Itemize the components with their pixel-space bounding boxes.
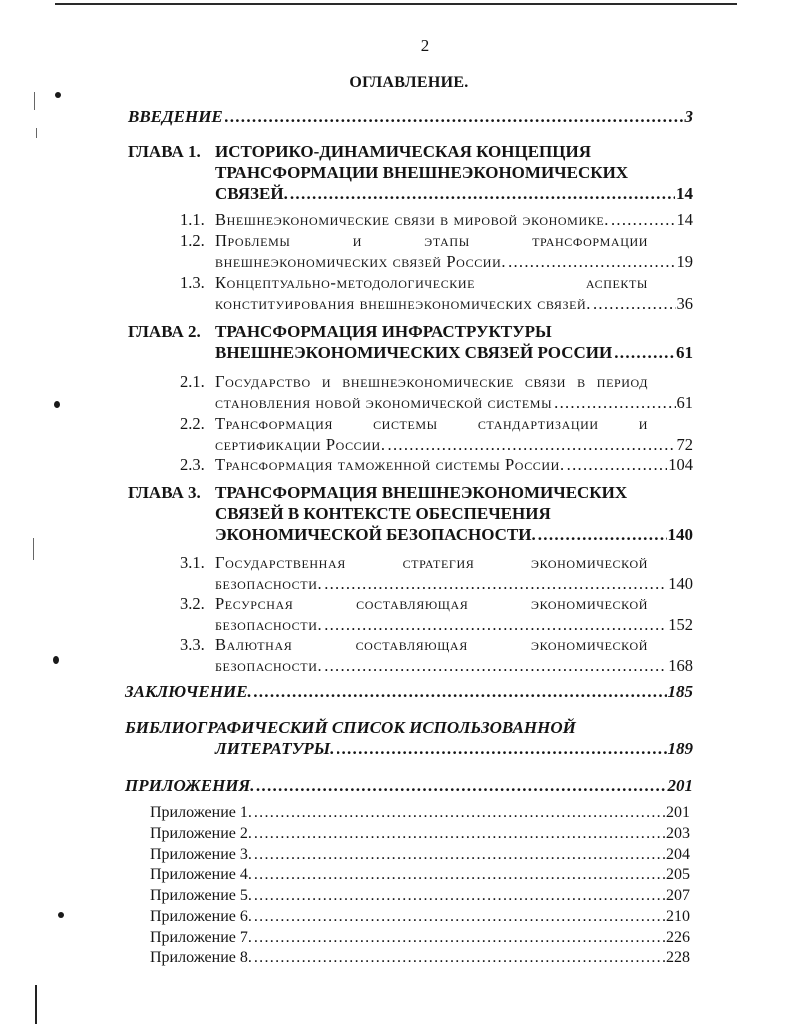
section-title-line: Трансформация таможенной системы России. bbox=[215, 455, 565, 474]
toc-entry-appendices bbox=[125, 775, 693, 796]
appendix-item bbox=[150, 927, 690, 948]
scan-mark bbox=[54, 401, 60, 408]
section-number: 2.1. bbox=[180, 372, 205, 391]
section-title-line: становления новой экономической системы bbox=[215, 393, 553, 412]
page-ref: 226 bbox=[666, 929, 690, 946]
section-title-line: конституирования внешнеэкономических связей. bbox=[215, 294, 591, 313]
appendix-item bbox=[150, 885, 690, 906]
entry-last-line bbox=[215, 738, 693, 759]
leader-dots bbox=[254, 681, 667, 702]
section-title-line: Ресурсная составляющая экономической bbox=[215, 594, 648, 613]
chapter-last-line bbox=[215, 183, 693, 204]
page-ref: 140 bbox=[667, 525, 693, 544]
page-ref: 3 bbox=[684, 107, 693, 126]
chapter-title-line: СВЯЗЕЙ. bbox=[215, 184, 288, 203]
chapter-label: ГЛАВА 3. bbox=[128, 483, 201, 502]
section-last-line bbox=[215, 614, 693, 635]
appendix-item bbox=[150, 906, 690, 927]
appendix-label: Приложение 1. bbox=[150, 804, 252, 821]
section-title-line: Внешнеэкономические связи в мировой экономике. bbox=[215, 210, 609, 229]
section-number: 2.3. bbox=[180, 455, 205, 474]
leader-dots bbox=[254, 864, 665, 885]
page-ref: 152 bbox=[668, 615, 693, 634]
toc-entry-introduction bbox=[128, 106, 693, 127]
section-title-line: внешнеэкономических связей России. bbox=[215, 252, 507, 271]
page-ref: 19 bbox=[676, 252, 693, 271]
section-title-line: Концептуально-методологические аспекты bbox=[215, 273, 648, 292]
section-number: 3.1. bbox=[180, 553, 205, 572]
section-1-2-entry bbox=[180, 230, 693, 272]
scan-mark bbox=[55, 92, 61, 98]
appendix-label: Приложение 5. bbox=[150, 887, 252, 904]
toc-entry-bibliography bbox=[125, 717, 693, 759]
page-number: 2 bbox=[420, 36, 430, 55]
chapter-label: ГЛАВА 1. bbox=[128, 142, 201, 161]
section-last-line bbox=[215, 573, 693, 594]
appendix-item bbox=[150, 823, 690, 844]
page-ref: 204 bbox=[666, 846, 690, 863]
chapter-label: ГЛАВА 2. bbox=[128, 322, 201, 341]
chapter-title-line: ТРАНСФОРМАЦИЯ ИНФРАСТРУКТУРЫ bbox=[215, 322, 552, 341]
chapter-title-line: СВЯЗЕЙ В КОНТЕКСТЕ ОБЕСПЕЧЕНИЯ bbox=[215, 504, 551, 523]
leader-dots bbox=[254, 927, 665, 948]
leader-dots bbox=[324, 573, 667, 594]
leader-dots bbox=[290, 183, 675, 204]
scan-mark bbox=[34, 92, 35, 110]
leader-dots bbox=[254, 802, 665, 823]
chapter-2-entry bbox=[128, 321, 693, 363]
section-number: 3.3. bbox=[180, 635, 205, 654]
scan-mark bbox=[53, 656, 59, 664]
section-number: 2.2. bbox=[180, 414, 205, 433]
section-last-line bbox=[215, 251, 693, 272]
page-ref: 189 bbox=[667, 739, 693, 758]
chapter-title-line: ТРАНСФОРМАЦИИ ВНЕШНЕЭКОНОМИЧЕСКИХ bbox=[215, 163, 629, 182]
page-ref: 61 bbox=[676, 393, 693, 412]
section-3-1-entry bbox=[180, 552, 693, 594]
chapter-title-line: ИСТОРИКО-ДИНАМИЧЕСКАЯ КОНЦЕПЦИЯ bbox=[215, 142, 592, 161]
leader-dots bbox=[554, 392, 675, 413]
leader-dots bbox=[611, 209, 676, 230]
toc-entry-conclusion bbox=[125, 681, 693, 702]
section-1-3-entry bbox=[180, 272, 693, 314]
page-ref: 210 bbox=[666, 908, 690, 925]
section-2-3-entry bbox=[180, 454, 693, 475]
leader-dots bbox=[538, 524, 667, 545]
page-ref: 228 bbox=[666, 949, 690, 966]
section-number: 1.3. bbox=[180, 273, 205, 292]
section-title-line: Проблемы и этапы трансформации bbox=[215, 231, 648, 250]
section-2-1-entry bbox=[180, 371, 693, 413]
page-ref: 201 bbox=[666, 804, 690, 821]
page-ref: 201 bbox=[667, 776, 693, 795]
chapter-title-line: ЭКОНОМИЧЕСКОЙ БЕЗОПАСНОСТИ. bbox=[215, 525, 536, 544]
chapter-3-entry bbox=[128, 482, 693, 545]
section-last-line bbox=[215, 209, 693, 230]
appendix-label: Приложение 4. bbox=[150, 866, 252, 883]
leader-dots bbox=[254, 844, 665, 865]
leader-dots bbox=[254, 947, 665, 968]
section-title-line: Валютная составляющая экономической bbox=[215, 635, 648, 654]
leader-dots bbox=[324, 655, 667, 676]
section-3-3-entry bbox=[180, 634, 693, 676]
section-last-line bbox=[215, 454, 693, 475]
section-last-line bbox=[215, 655, 693, 676]
appendix-item bbox=[150, 802, 690, 823]
page-ref: 205 bbox=[666, 866, 690, 883]
leader-dots bbox=[593, 293, 676, 314]
page-ref: 168 bbox=[668, 656, 693, 675]
page-ref: 185 bbox=[667, 682, 693, 701]
scan-mark bbox=[58, 912, 64, 918]
leader-dots bbox=[614, 342, 675, 363]
section-number: 1.1. bbox=[180, 210, 205, 229]
page-ref: 140 bbox=[668, 574, 693, 593]
leader-dots bbox=[254, 906, 665, 927]
page-ref: 203 bbox=[666, 825, 690, 842]
section-title-line: Государство и внешнеэкономические связи в период bbox=[215, 372, 648, 391]
entry-label: ПРИЛОЖЕНИЯ. bbox=[125, 776, 255, 795]
section-3-2-entry bbox=[180, 593, 693, 635]
appendix-label: Приложение 7. bbox=[150, 929, 252, 946]
scan-mark bbox=[35, 985, 37, 1024]
leader-dots bbox=[254, 885, 665, 906]
entry-label: ВВЕДЕНИЕ bbox=[128, 107, 223, 126]
section-title-line: Трансформация системы стандартизации и bbox=[215, 414, 648, 433]
page-ref: 14 bbox=[676, 210, 693, 229]
section-1-1-entry bbox=[180, 209, 693, 230]
appendix-label: Приложение 6. bbox=[150, 908, 252, 925]
section-number: 1.2. bbox=[180, 231, 205, 250]
appendix-item bbox=[150, 947, 690, 968]
appendix-label: Приложение 2. bbox=[150, 825, 252, 842]
entry-label-line: БИБЛИОГРАФИЧЕСКИЙ СПИСОК ИСПОЛЬЗОВАННОЙ bbox=[125, 718, 576, 737]
section-title-line: Государственная стратегия экономической bbox=[215, 553, 648, 572]
appendix-item bbox=[150, 864, 690, 885]
section-2-2-entry bbox=[180, 413, 693, 455]
page-ref: 61 bbox=[676, 343, 693, 362]
chapter-title-line: ТРАНСФОРМАЦИЯ ВНЕШНЕЭКОНОМИЧЕСКИХ bbox=[215, 483, 628, 502]
section-last-line bbox=[215, 434, 693, 455]
page-ref: 207 bbox=[666, 887, 690, 904]
chapter-1-entry bbox=[128, 141, 693, 204]
page-ref: 14 bbox=[676, 184, 693, 203]
scan-mark bbox=[33, 538, 34, 560]
appendix-label: Приложение 8. bbox=[150, 949, 252, 966]
leader-dots bbox=[388, 434, 676, 455]
entry-label-line: ЛИТЕРАТУРЫ. bbox=[215, 739, 335, 758]
page-ref: 104 bbox=[668, 455, 693, 474]
leader-dots bbox=[225, 106, 684, 127]
top-rule bbox=[55, 3, 737, 5]
leader-dots bbox=[324, 614, 667, 635]
leader-dots bbox=[256, 775, 666, 796]
section-last-line bbox=[215, 293, 693, 314]
page-ref: 36 bbox=[676, 294, 693, 313]
section-title-line: безопасности. bbox=[215, 656, 323, 675]
chapter-last-line bbox=[215, 524, 693, 545]
chapter-title-line: ВНЕШНЕЭКОНОМИЧЕСКИХ СВЯЗЕЙ РОССИИ bbox=[215, 343, 613, 362]
leader-dots bbox=[337, 738, 667, 759]
section-title-line: безопасности. bbox=[215, 574, 323, 593]
toc-title: ОГЛАВЛЕНИЕ. bbox=[349, 74, 469, 91]
page-ref: 72 bbox=[676, 435, 693, 454]
section-title-line: сертификации России. bbox=[215, 435, 386, 454]
section-title-line: безопасности. bbox=[215, 615, 323, 634]
chapter-last-line bbox=[215, 342, 693, 363]
leader-dots bbox=[567, 454, 668, 475]
leader-dots bbox=[254, 823, 665, 844]
section-number: 3.2. bbox=[180, 594, 205, 613]
section-last-line bbox=[215, 392, 693, 413]
scan-mark bbox=[36, 128, 37, 138]
entry-label: ЗАКЛЮЧЕНИЕ. bbox=[125, 682, 252, 701]
appendix-label: Приложение 3. bbox=[150, 846, 252, 863]
leader-dots bbox=[508, 251, 675, 272]
appendix-item bbox=[150, 844, 690, 865]
